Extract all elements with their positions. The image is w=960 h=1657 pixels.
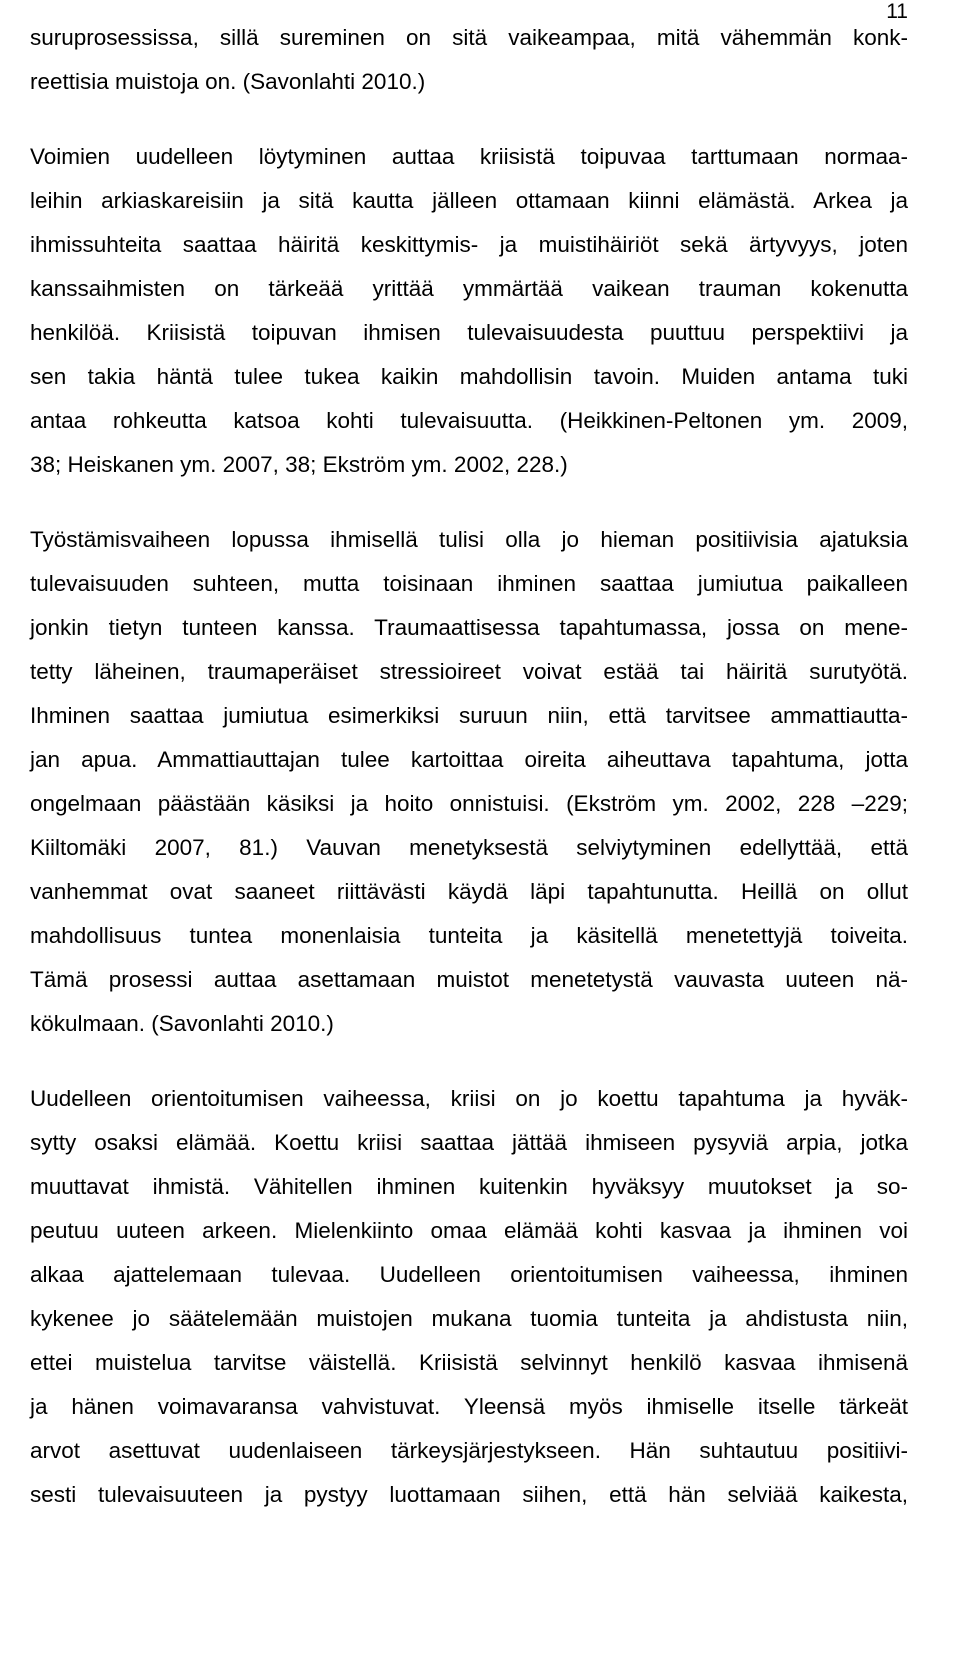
text-line: kökulmaan. (Savonlahti 2010.): [30, 1011, 334, 1036]
text-line: suruprosessissa, sillä sureminen on sitä vaikeampaa, mitä vähemmän konk-: [30, 25, 908, 50]
text-line: sesti tulevaisuuteen ja pystyy luottamaan siihen, että hän selviää kaikesta,: [30, 1482, 908, 1507]
text-line: 38; Heiskanen ym. 2007, 38; Ekström ym. 2002, 228.): [30, 452, 568, 477]
text-line: Uudelleen orientoitumisen vaiheessa, kriisi on jo koettu tapahtuma ja hyväk-: [30, 1086, 908, 1111]
text-line: ja hänen voimavaransa vahvistuvat. Yleensä myös ihmiselle itselle tärkeät: [30, 1394, 908, 1419]
text-line: henkilöä. Kriisistä toipuvan ihmisen tulevaisuudesta puuttuu perspektiivi ja: [30, 320, 908, 345]
text-line: kanssaihmisten on tärkeää yrittää ymmärtää vaikean trauman kokenutta: [30, 276, 908, 301]
text-line: tetty läheinen, traumaperäiset stressioireet voivat estää tai häiritä surutyötä.: [30, 659, 908, 684]
text-line: Kiiltomäki 2007, 81.) Vauvan menetyksestä selviytyminen edellyttää, että: [30, 835, 908, 860]
text-line: jonkin tietyn tunteen kanssa. Traumaattisessa tapahtumassa, jossa on mene-: [30, 615, 908, 640]
text-line: Ihminen saattaa jumiutua esimerkiksi suruun niin, että tarvitsee ammattiautta-: [30, 703, 908, 728]
text-line: Voimien uudelleen löytyminen auttaa kriisistä toipuvaa tarttumaan normaa-: [30, 144, 908, 169]
text-line: vanhemmat ovat saaneet riittävästi käydä läpi tapahtunutta. Heillä on ollut: [30, 879, 908, 904]
text-line: muuttavat ihmistä. Vähitellen ihminen kuitenkin hyväksyy muutokset ja so-: [30, 1174, 908, 1199]
paragraph-2: [30, 135, 908, 487]
text-line: sen takia häntä tulee tukea kaikin mahdollisin tavoin. Muiden antama tuki: [30, 364, 908, 389]
paragraph-4: [30, 1077, 908, 1517]
page-number: 11: [886, 0, 908, 23]
text-line: leihin arkiaskareisiin ja sitä kautta jälleen ottamaan kiinni elämästä. Arkea ja: [30, 188, 908, 213]
text-line: Työstämisvaiheen lopussa ihmisellä tulisi olla jo hieman positiivisia ajatuksia: [30, 527, 908, 552]
text-line: ongelmaan päästään käsiksi ja hoito onnistuisi. (Ekström ym. 2002, 228 –229;: [30, 791, 908, 816]
text-line: sytty osaksi elämää. Koettu kriisi saattaa jättää ihmiseen pysyviä arpia, jotka: [30, 1130, 908, 1155]
document-body: [30, 16, 908, 1517]
text-line: peutuu uuteen arkeen. Mielenkiinto omaa elämää kohti kasvaa ja ihminen voi: [30, 1218, 908, 1243]
text-line: reettisia muistoja on. (Savonlahti 2010.): [30, 69, 426, 94]
text-line: mahdollisuus tuntea monenlaisia tunteita ja käsitellä menetettyjä toiveita.: [30, 923, 908, 948]
paragraph-1: [30, 16, 908, 104]
text-line: tulevaisuuden suhteen, mutta toisinaan ihminen saattaa jumiutua paikalleen: [30, 571, 908, 596]
text-line: alkaa ajattelemaan tulevaa. Uudelleen orientoitumisen vaiheessa, ihminen: [30, 1262, 908, 1287]
text-line: arvot asettuvat uudenlaiseen tärkeysjärjestykseen. Hän suhtautuu positiivi-: [30, 1438, 908, 1463]
text-line: Tämä prosessi auttaa asettamaan muistot menetetystä vauvasta uuteen nä-: [30, 967, 908, 992]
text-line: kykenee jo säätelemään muistojen mukana tuomia tunteita ja ahdistusta niin,: [30, 1306, 908, 1331]
text-line: ettei muistelua tarvitse väistellä. Kriisistä selvinnyt henkilö kasvaa ihmisenä: [30, 1350, 908, 1375]
text-line: antaa rohkeutta katsoa kohti tulevaisuutta. (Heikkinen-Peltonen ym. 2009,: [30, 408, 908, 433]
text-line: jan apua. Ammattiauttajan tulee kartoittaa oireita aiheuttava tapahtuma, jotta: [30, 747, 908, 772]
paragraph-3: [30, 518, 908, 1046]
text-line: ihmissuhteita saattaa häiritä keskittymis- ja muistihäiriöt sekä ärtyvyys, joten: [30, 232, 908, 257]
